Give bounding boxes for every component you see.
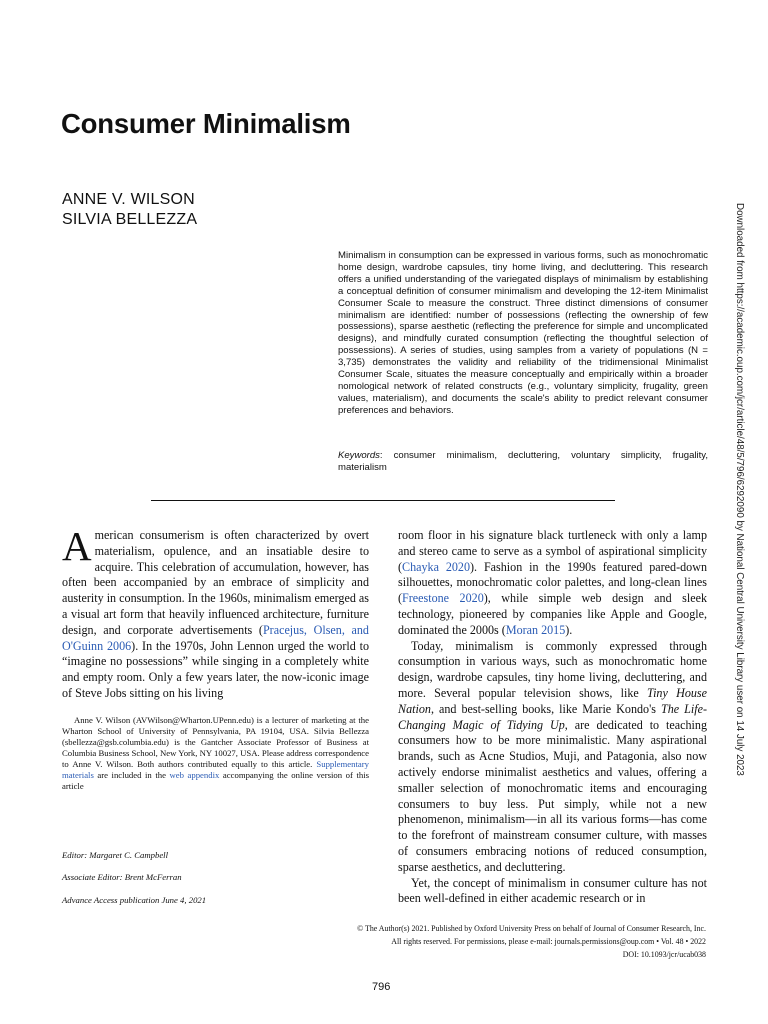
editor-credit: Editor: Margaret C. Campbell [62,850,169,860]
abstract-text: Minimalism in consumption can be expressed in various forms, such as monochromatic home design, wardrobe capsules, tiny home living, and decluttering. This research offers a unified understanding of the variegated displays of minimalism by establishing a conceptual definition of consumer minimalism and developing the 12-item Minimalist Consumer Scale to measure the construct. Three distinct dimensions of consumer minimalism are identified: number of possessions (reflecting the ownership of few possessions), sparse aesthetic (reflecting the preference for simple and uncomplicated designs), and mindfully curated consumption (reflecting the thoughtful selection of possessions). A series of studies, using samples from a variety of populations (N = 3,735) demonstrates the validity and reliability of the tridimensional Minimalist Consumer Scale, situates the measure conceptually and empirically within a broader nomological network of related constructs (e.g., voluntary simplicity, frugality, green values, materialism), and documents the scale's ability to predict relevant consumer preferences and behaviors. [338,250,708,416]
body-text: Today, minimalism is commonly expressed through consumption in various ways, such as monochromatic home design, wardrobe capsules, tiny home living, decluttering, and more. Several popular television shows, like [398,638,707,700]
book-title: The Life-Changing Magic of Tidying Up [398,701,707,732]
body-text: ). In the 1970s, John Lennon urged the world to “imagine no possessions” while singing in a completely white and empty room. Only a few years later, the now-iconic image of Steve Jobs sitting on his living [62,638,370,700]
download-watermark: Downloaded from https://academic.oup.com/jcr/article/48/5/796/6292090 by National Central University Library user on 14 July 2023 [734,203,745,776]
body-text: Yet, the concept of minimalism in consumer culture has not been well-defined in either academic research or in [398,875,707,906]
supplementary-materials-link[interactable]: Supplementary materials [62,759,369,780]
body-text: merican consumerism is often characterized by overt materialism, opulence, and an insatiable desire to acquire. This celebration of accumulation, however, has often been accompanied by an embrace of simplicity and austerity in consumption. In the 1960s, minimalism emerged as a visual art form that heavily influenced architecture, furniture design, and corporate advertisements ( [62,528,369,637]
web-appendix-link[interactable]: web appendix [169,770,220,780]
body-column-left [62,523,370,702]
keywords [338,450,708,474]
drop-cap: A [62,523,92,569]
copyright-line: © The Author(s) 2021. Published by Oxford University Press on behalf of Journal of Consumer Research, Inc. [357,924,706,933]
author-footnote [62,715,369,792]
show-title: Tiny House Nation [398,685,708,716]
footnote-text: accompanying the online version of this article [62,770,369,791]
keywords-list: : consumer minimalism, decluttering, voluntary simplicity, frugality, materialism [338,450,708,473]
doi-line: DOI: 10.1093/jcr/ucab038 [622,950,706,959]
keywords-label: Keywords [338,450,380,461]
body-text: ), while simple web design and sleek technology, pioneered by companies like Apple and Google, dominated the 2000s ( [398,591,707,637]
body-text: ). [565,622,573,637]
section-divider [151,500,615,501]
citation-link[interactable]: Freestone 2020 [402,591,484,606]
article-title: Consumer Minimalism [61,108,351,139]
permissions-line: All rights reserved. For permissions, please e-mail: journals.permissions@oup.com • Vol. 48 • 2022 [391,937,706,946]
author-name: SILVIA BELLEZZA [62,211,198,228]
body-text: room floor in his signature black turtleneck with only a lamp and stereo came to serve as a symbol of aspirational simplicity ( [398,528,707,574]
citation-link[interactable]: Chayka 2020 [402,559,471,574]
citation-link[interactable]: Moran 2015 [505,622,566,637]
body-column-right [398,528,707,907]
body-text: , are dedicated to teaching consumers how to be more minimalistic. Many aspirational brands, such as Acne Studios, Muji, and Patagonia, also now actively endorse minimalist aesthetics and values, offering a smaller selection of monochromatic items and encouraging consumers to buy less. Put simply, while not a new phenomenon, minimalism—in all its various forms—has come to the forefront of mainstream consumer culture, with masses of consumers embracing notions of reduced consumption, sparse aesthetics, and decluttering. [398,717,707,874]
body-text: , and best-selling books, like Marie Kondo's [430,701,661,716]
abstract [338,250,708,417]
footnote-text: Anne V. Wilson (AVWilson@Wharton.UPenn.edu) is a lecturer of marketing at the Wharton School of University of Pennsylvania, PA 19104, USA. Silvia Bellezza (sbellezza@gsb.columbia.edu) is the Gantcher Associate Professor of Business at Columbia Business School, New York, NY 10027, USA. Please address correspondence to Anne V. Wilson. Both authors contributed equally to this article. [62,715,369,769]
associate-editor-credit: Associate Editor: Brent McFerran [62,872,182,882]
page-number: 796 [372,981,391,993]
footnote-text: are included in the [93,770,170,780]
author-name: ANNE V. WILSON [62,191,195,208]
citation-link[interactable]: Pracejus, Olsen, and O'Guinn 2006 [62,622,369,653]
advance-access-note: Advance Access publication June 4, 2021 [62,895,207,905]
body-text: ). Fashion in the 1990s featured pared-down silhouettes, monochromatic color palettes, and long-clean lines ( [398,559,707,606]
